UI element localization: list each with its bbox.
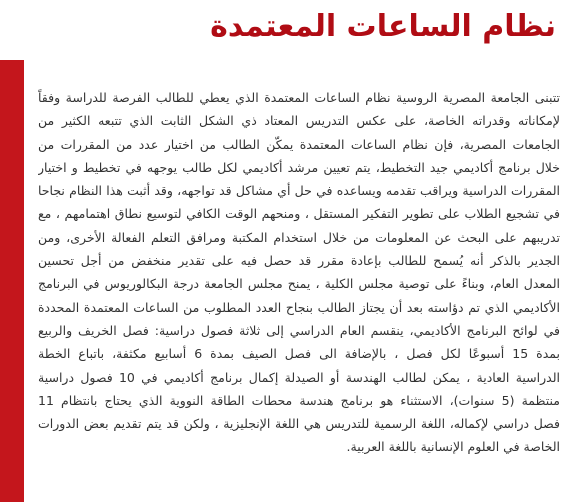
paragraph-line: المقررات الدراسية ويراقب تقدمه ويساعده في حل أي مشاكل قد تواجهه، وقد أثبت هذا النظام نجاحا [38,183,560,199]
paragraph-line: لإمكاناته وقدراته الخاصة، على عكس التدريس المعتاد ذي الشكل الثابت الذي تتبعه الكثير من [38,113,560,129]
paragraph-line: المعدل العام، وبناءً على توصية مجلس الكلية ، يمنح مجلس الجامعة درجة البكالوريوس في البرنامج [38,276,560,292]
paragraph-line: بمدة 15 أسبوعًا لكل فصل ، بالإضافة الى فصل الصيف بمدة 6 أسابيع مكثفة، باتباع الخطة [38,346,560,362]
paragraph-line: الجدير بالذكر أنه يُسمح للطالب بإعادة مقرر قد حصل فيه على تقدير منخفض من أجل تحسين [38,253,560,269]
paragraph-line: تتبنى الجامعة المصرية الروسية نظام الساعات المعتمدة الذي يعطي للطالب الفرصة للدراسة وفقاً [38,90,560,105]
paragraph-line: الأكاديمي الذي تم دؤاسته بعد أن يجتاز الطالب بنجاح العدد المطلوب من الساعات المعتمدة المحددة [38,299,560,315]
paragraph-line: في لوائح البرنامج الأكاديمي، ينقسم العام الدراسي إلى ثلاثة فصول دراسية: فصل الخريف والربيع [38,322,560,338]
accent-sidebar-bar [0,60,24,502]
paragraph-line: تدريبهم على البحث عن المعلومات من خلال استخدام المكتبة ومرافق التعلم الفعالة الأخرى، ومن [38,229,560,245]
paragraph-line: الجامعات المصرية، فإن نظام الساعات المعتمدة يمكّن الطالب من اختيار عدد من المقررات من [38,136,560,152]
page-title: نظام الساعات المعتمدة [210,9,556,44]
paragraph-line: الدراسية العادية ، يمكن لطالب الهندسة أو الصيدلة إكمال برنامج أكاديمي في 10 فصول دراسية [38,369,560,385]
paragraph-line: الخاصة في العلوم الإنسانية باللغة العربية. [346,439,560,455]
paragraph-line: خلال برنامج أكاديمي جيد التخطيط، يتم تعيين مرشد أكاديمي لكل طالب يوجهه في تخطيط و اختيار [38,159,560,175]
paragraph-line: في تشجيع الطلاب على تطوير التفكير المستقل ، ومنحهم الوقت الكافي لتوسيع نطاق اهتمامهم ، مع [38,206,560,222]
paragraph-line: منتظمة (5 سنوات)، الاستثناء هو برنامج هندسة محطات الطاقة النووية الذي يحتاج بانتظام 11 [38,392,560,408]
paragraph-line: فصل دراسي لإكماله، اللغة الرسمية للتدريس هي اللغة الإنجليزية ، ولكن قد يتم تقديم بعض الدورات [38,416,560,432]
article-body [38,86,560,459]
